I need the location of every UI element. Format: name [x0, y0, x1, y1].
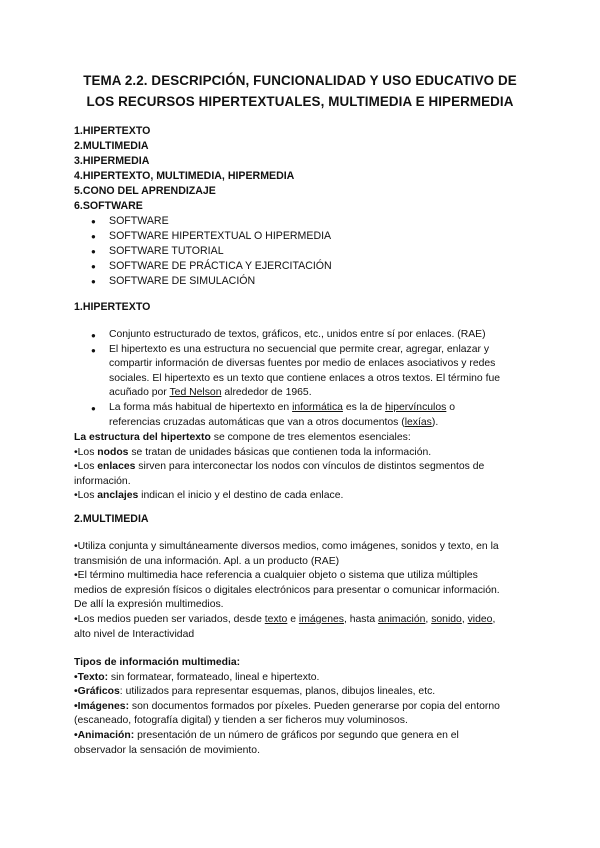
tipos-heading: Tipos de información multimedia: — [74, 657, 241, 668]
toc-item: 3.HIPERMEDIA — [74, 155, 150, 167]
informatica-link[interactable]: informática — [292, 401, 343, 413]
software-sublist — [74, 214, 332, 289]
section-heading-hipertexto: 1.HIPERTEXTO — [74, 301, 151, 313]
hipervinculos-link[interactable]: hipervínculos — [385, 401, 447, 413]
list-item: ● El hipertexto es una estructura no secuencial que permite crear, agregar, enlazar y compartir información de diversas fuentes por medio de enlaces asociativos y redes sociales. El hipertexto es un texto que contiene enlaces a otros textos. El término fue acuñado por Ted Nelson alrededor de 1965. — [74, 343, 529, 401]
section-heading-multimedia: 2.MULTIMEDIA — [74, 513, 149, 525]
sonido-link[interactable]: sonido — [431, 613, 462, 625]
list-item: ● SOFTWARE — [74, 214, 332, 229]
list-item: ● Conjunto estructurado de textos, gráficos, etc., unidos entre sí por enlaces. (RAE) — [74, 328, 529, 343]
toc-item: 5.CONO DEL APRENDIZAJE — [74, 185, 216, 197]
ted-nelson-link[interactable]: Ted Nelson — [169, 387, 222, 399]
toc-item: 4.HIPERTEXTO, MULTIMEDIA, HIPERMEDIA — [74, 170, 295, 182]
page-title — [60, 70, 540, 112]
toc-item: 1.HIPERTEXTO — [74, 125, 151, 137]
estructura-paragraph: La estructura del hipertexto se compone de tres elementos esenciales: •Los nodos se tratan de unidades básicas que contienen toda la información. •Los enlaces sirven para interconectar los nodos con vínculos de distintos segmentos de información. •Los anclajes indican el inicio y el destino de cada enlace. — [74, 432, 485, 502]
animacion-link[interactable]: animación — [378, 613, 426, 625]
table-of-contents — [74, 124, 332, 289]
tipos-informacion: Tipos de información multimedia: •Texto: sin formatear, formateado, lineal e hipertexto. •Gráficos: utilizados para representar esquemas, planos, dibujos lineales, etc. •Imágenes: son documentos formados por píxeles. Pueden generarse por copia del entorno (escaneado, fotografía digital) y tienden a ser ficheros muy voluminosos. •Animación: presentación de un número de gráficos por segundo que genera en el observador la sensación de movimiento. — [74, 656, 529, 758]
imagenes-link[interactable]: imágenes — [298, 613, 344, 625]
title-line-2: LOS RECURSOS HIPERTEXTUALES, MULTIMEDIA E HIPERMEDIA — [86, 94, 514, 109]
list-item: ● SOFTWARE DE SIMULACIÓN — [74, 274, 332, 289]
lexias-link[interactable]: lexías — [404, 416, 432, 428]
list-item: ● SOFTWARE DE PRÁCTICA Y EJERCITACIÓN — [74, 259, 332, 274]
list-item: ● SOFTWARE TUTORIAL — [74, 244, 332, 259]
toc-item: 6.SOFTWARE — [74, 200, 143, 212]
texto-link[interactable]: texto — [264, 613, 288, 625]
multimedia-paragraphs: •Utiliza conjunta y simultáneamente diversos medios, como imágenes, sonidos y texto, en la transmisión de una información. Apl. a un producto (RAE) •El término multimedia hace referencia a cualquier objeto o sistema que utiliza múltiples medios de expresión físicos o digitales electrónicos para presentar o comunicar información. De allí la expresión multimedios. •Los medios pueden ser variados, desde texto e imágenes, hasta animación, sonido, video, alto nivel de Interactividad — [74, 541, 500, 640]
title-line-1: TEMA 2.2. DESCRIPCIÓN, FUNCIONALIDAD Y USO EDUCATIVO DE — [83, 73, 517, 88]
video-link[interactable]: video — [467, 613, 493, 625]
list-item: ● La forma más habitual de hipertexto en informática es la de hipervínculos o referencias cruzadas automáticas que van a otros documentos (lexías). — [74, 401, 529, 430]
list-item: ● SOFTWARE HIPERTEXTUAL O HIPERMEDIA — [74, 229, 332, 244]
toc-item: 2.MULTIMEDIA — [74, 140, 149, 152]
hipertexto-bullets — [74, 328, 529, 430]
